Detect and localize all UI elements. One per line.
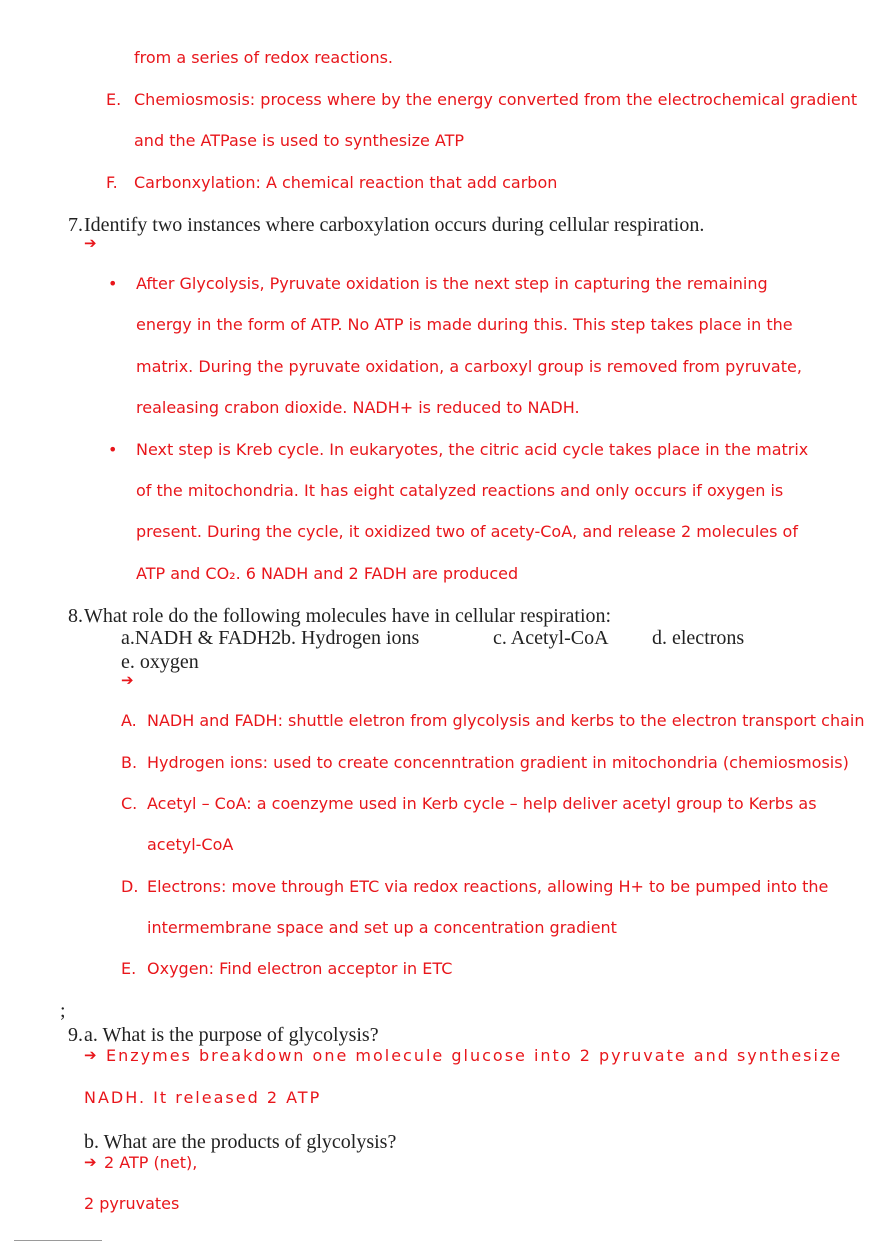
q7-bullet2-line1: Next step is Kreb cycle. In eukaryotes, the citric acid cycle takes place in the matrix <box>136 440 809 459</box>
list-item-f-line1: Carbonxylation: A chemical reaction that add carbon <box>134 173 558 192</box>
q7-bullet2-line4: ATP and CO₂. 6 NADH and 2 FADH are produced <box>136 564 519 583</box>
footnote-divider <box>14 1240 102 1241</box>
answer-label-e: E. <box>121 959 137 978</box>
arrow-icon: ➔ <box>84 1153 97 1171</box>
list-item-e-line2: and the ATPase is used to synthesize ATP <box>134 131 465 150</box>
q8-option-c: c. Acetyl-CoA <box>493 627 609 649</box>
arrow-icon: ➔ <box>84 1046 97 1064</box>
q9b-answer-line2: 2 pyruvates <box>84 1194 180 1213</box>
bullet-icon: • <box>108 274 118 293</box>
question-8-number: 8. <box>68 605 83 627</box>
q8-option-d: d. electrons <box>652 627 745 649</box>
question-7-number: 7. <box>68 214 83 236</box>
q7-bullet1-line1: After Glycolysis, Pyruvate oxidation is the next step in capturing the remaining <box>136 274 768 293</box>
answer-label-b: B. <box>121 753 138 772</box>
question-9-number: 9. <box>68 1024 83 1046</box>
answer-c-line2: acetyl-CoA <box>147 835 234 854</box>
question-9a-text: a. What is the purpose of glycolysis? <box>84 1024 379 1046</box>
list-item-d-continuation: from a series of redox reactions. <box>134 48 394 67</box>
list-label-f: F. <box>106 173 118 192</box>
answer-label-c: C. <box>121 794 138 813</box>
q7-bullet1-line4: realeasing crabon dioxide. NADH+ is reduced to NADH. <box>136 398 580 417</box>
q9a-answer-line2: NADH. It released 2 ATP <box>84 1088 322 1107</box>
arrow-icon: ➔ <box>121 671 134 689</box>
list-label-e: E. <box>106 90 122 109</box>
q7-bullet1-line3: matrix. During the pyruvate oxidation, a carboxyl group is removed from pyruvate, <box>136 357 802 376</box>
bullet-icon: • <box>108 440 118 459</box>
answer-d-line2: intermembrane space and set up a concentration gradient <box>147 918 617 937</box>
q8-option-a: a.NADH & FADH2 <box>121 627 282 649</box>
arrow-icon: ➔ <box>84 234 97 252</box>
answer-d-line1: Electrons: move through ETC via redox reactions, allowing H+ to be pumped into the <box>147 877 829 896</box>
q9a-answer-line1: Enzymes breakdown one molecule glucose into 2 pyruvate and synthesize <box>106 1046 843 1065</box>
q7-bullet2-line3: present. During the cycle, it oxidized two of acety-CoA, and release 2 molecules of <box>136 522 798 541</box>
question-7-text: Identify two instances where carboxylation occurs during cellular respiration. <box>84 214 705 236</box>
q7-bullet1-line2: energy in the form of ATP. No ATP is made during this. This step takes place in the <box>136 315 793 334</box>
answer-label-d: D. <box>121 877 139 896</box>
answer-label-a: A. <box>121 711 137 730</box>
question-8-text: What role do the following molecules have in cellular respiration: <box>84 605 612 627</box>
list-item-e-line1: Chemiosmosis: process where by the energy converted from the electrochemical gradient <box>134 90 858 109</box>
answer-c-line1: Acetyl – CoA: a coenzyme used in Kerb cycle – help deliver acetyl group to Kerbs as <box>147 794 817 813</box>
q8-option-b: b. Hydrogen ions <box>281 627 420 649</box>
answer-b-line1: Hydrogen ions: used to create concenntration gradient in mitochondria (chemiosmosis) <box>147 753 849 772</box>
stray-semicolon: ; <box>60 1000 66 1022</box>
answer-a-line1: NADH and FADH: shuttle eletron from glycolysis and kerbs to the electron transport chain <box>147 711 865 730</box>
q7-bullet2-line2: of the mitochondria. It has eight catalyzed reactions and only occurs if oxygen is <box>136 481 784 500</box>
q8-option-e: e. oxygen <box>121 651 199 673</box>
question-9b-text: b. What are the products of glycolysis? <box>84 1131 397 1153</box>
q9b-answer-line1: 2 ATP (net), <box>104 1153 198 1172</box>
answer-e-line1: Oxygen: Find electron acceptor in ETC <box>147 959 453 978</box>
